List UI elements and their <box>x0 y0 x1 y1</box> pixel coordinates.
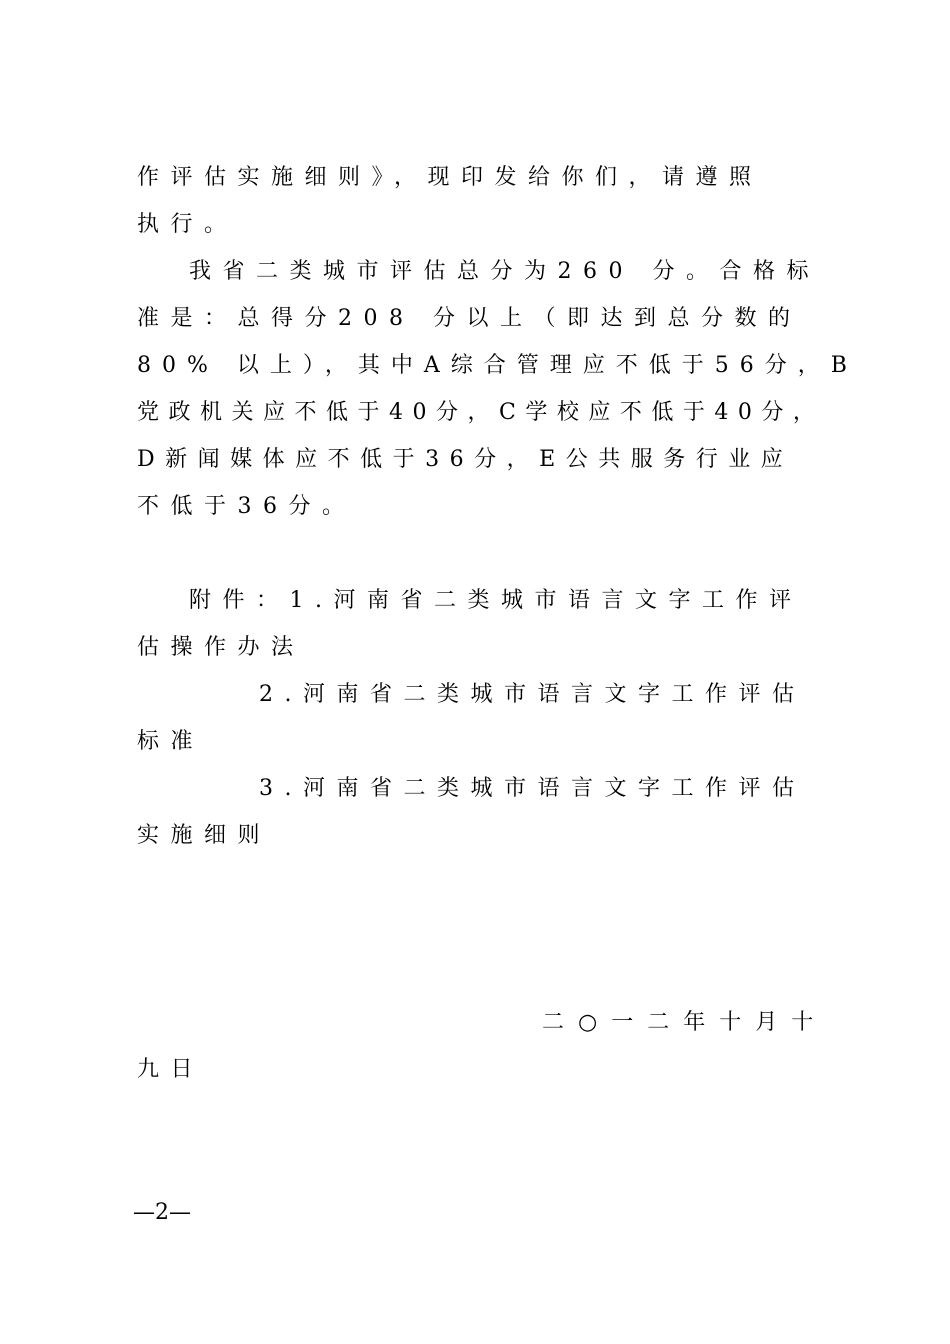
body-line-8: 不低于36分。 <box>137 494 356 519</box>
page-number: —2— <box>133 1200 191 1225</box>
body-line-1: 作评估实施细则》，现印发给你们，请遵照 <box>137 165 763 190</box>
attachment-line-3: 2.河南省二类城市语言文字工作评估 <box>259 682 806 707</box>
body-line-5: 80% 以上），其中A综合管理应不低于56分，B <box>137 353 858 378</box>
body-line-3: 我省二类城市评估总分为260 分。合格标 <box>189 259 820 284</box>
body-line-4: 准是：总得分208 分以上（即达到总分数的 <box>137 306 802 331</box>
signature-date-line-2: 九日 <box>137 1057 205 1082</box>
attachment-line-5: 3.河南省二类城市语言文字工作评估 <box>259 776 806 801</box>
attachment-line-4: 标准 <box>137 729 205 754</box>
signature-date-line-1: 二○一二年十月十 <box>542 1010 828 1035</box>
body-line-2: 执行。 <box>137 212 238 237</box>
attachment-line-2: 估操作办法 <box>137 635 305 660</box>
attachment-line-6: 实施细则 <box>137 823 272 848</box>
body-line-6: 党政机关应不低于40分，C学校应不低于40分， <box>137 400 825 425</box>
body-line-7: D新闻媒体应不低于36分，E公共服务行业应 <box>137 447 794 472</box>
attachment-line-1: 附件：1.河南省二类城市语言文字工作评 <box>189 588 803 613</box>
